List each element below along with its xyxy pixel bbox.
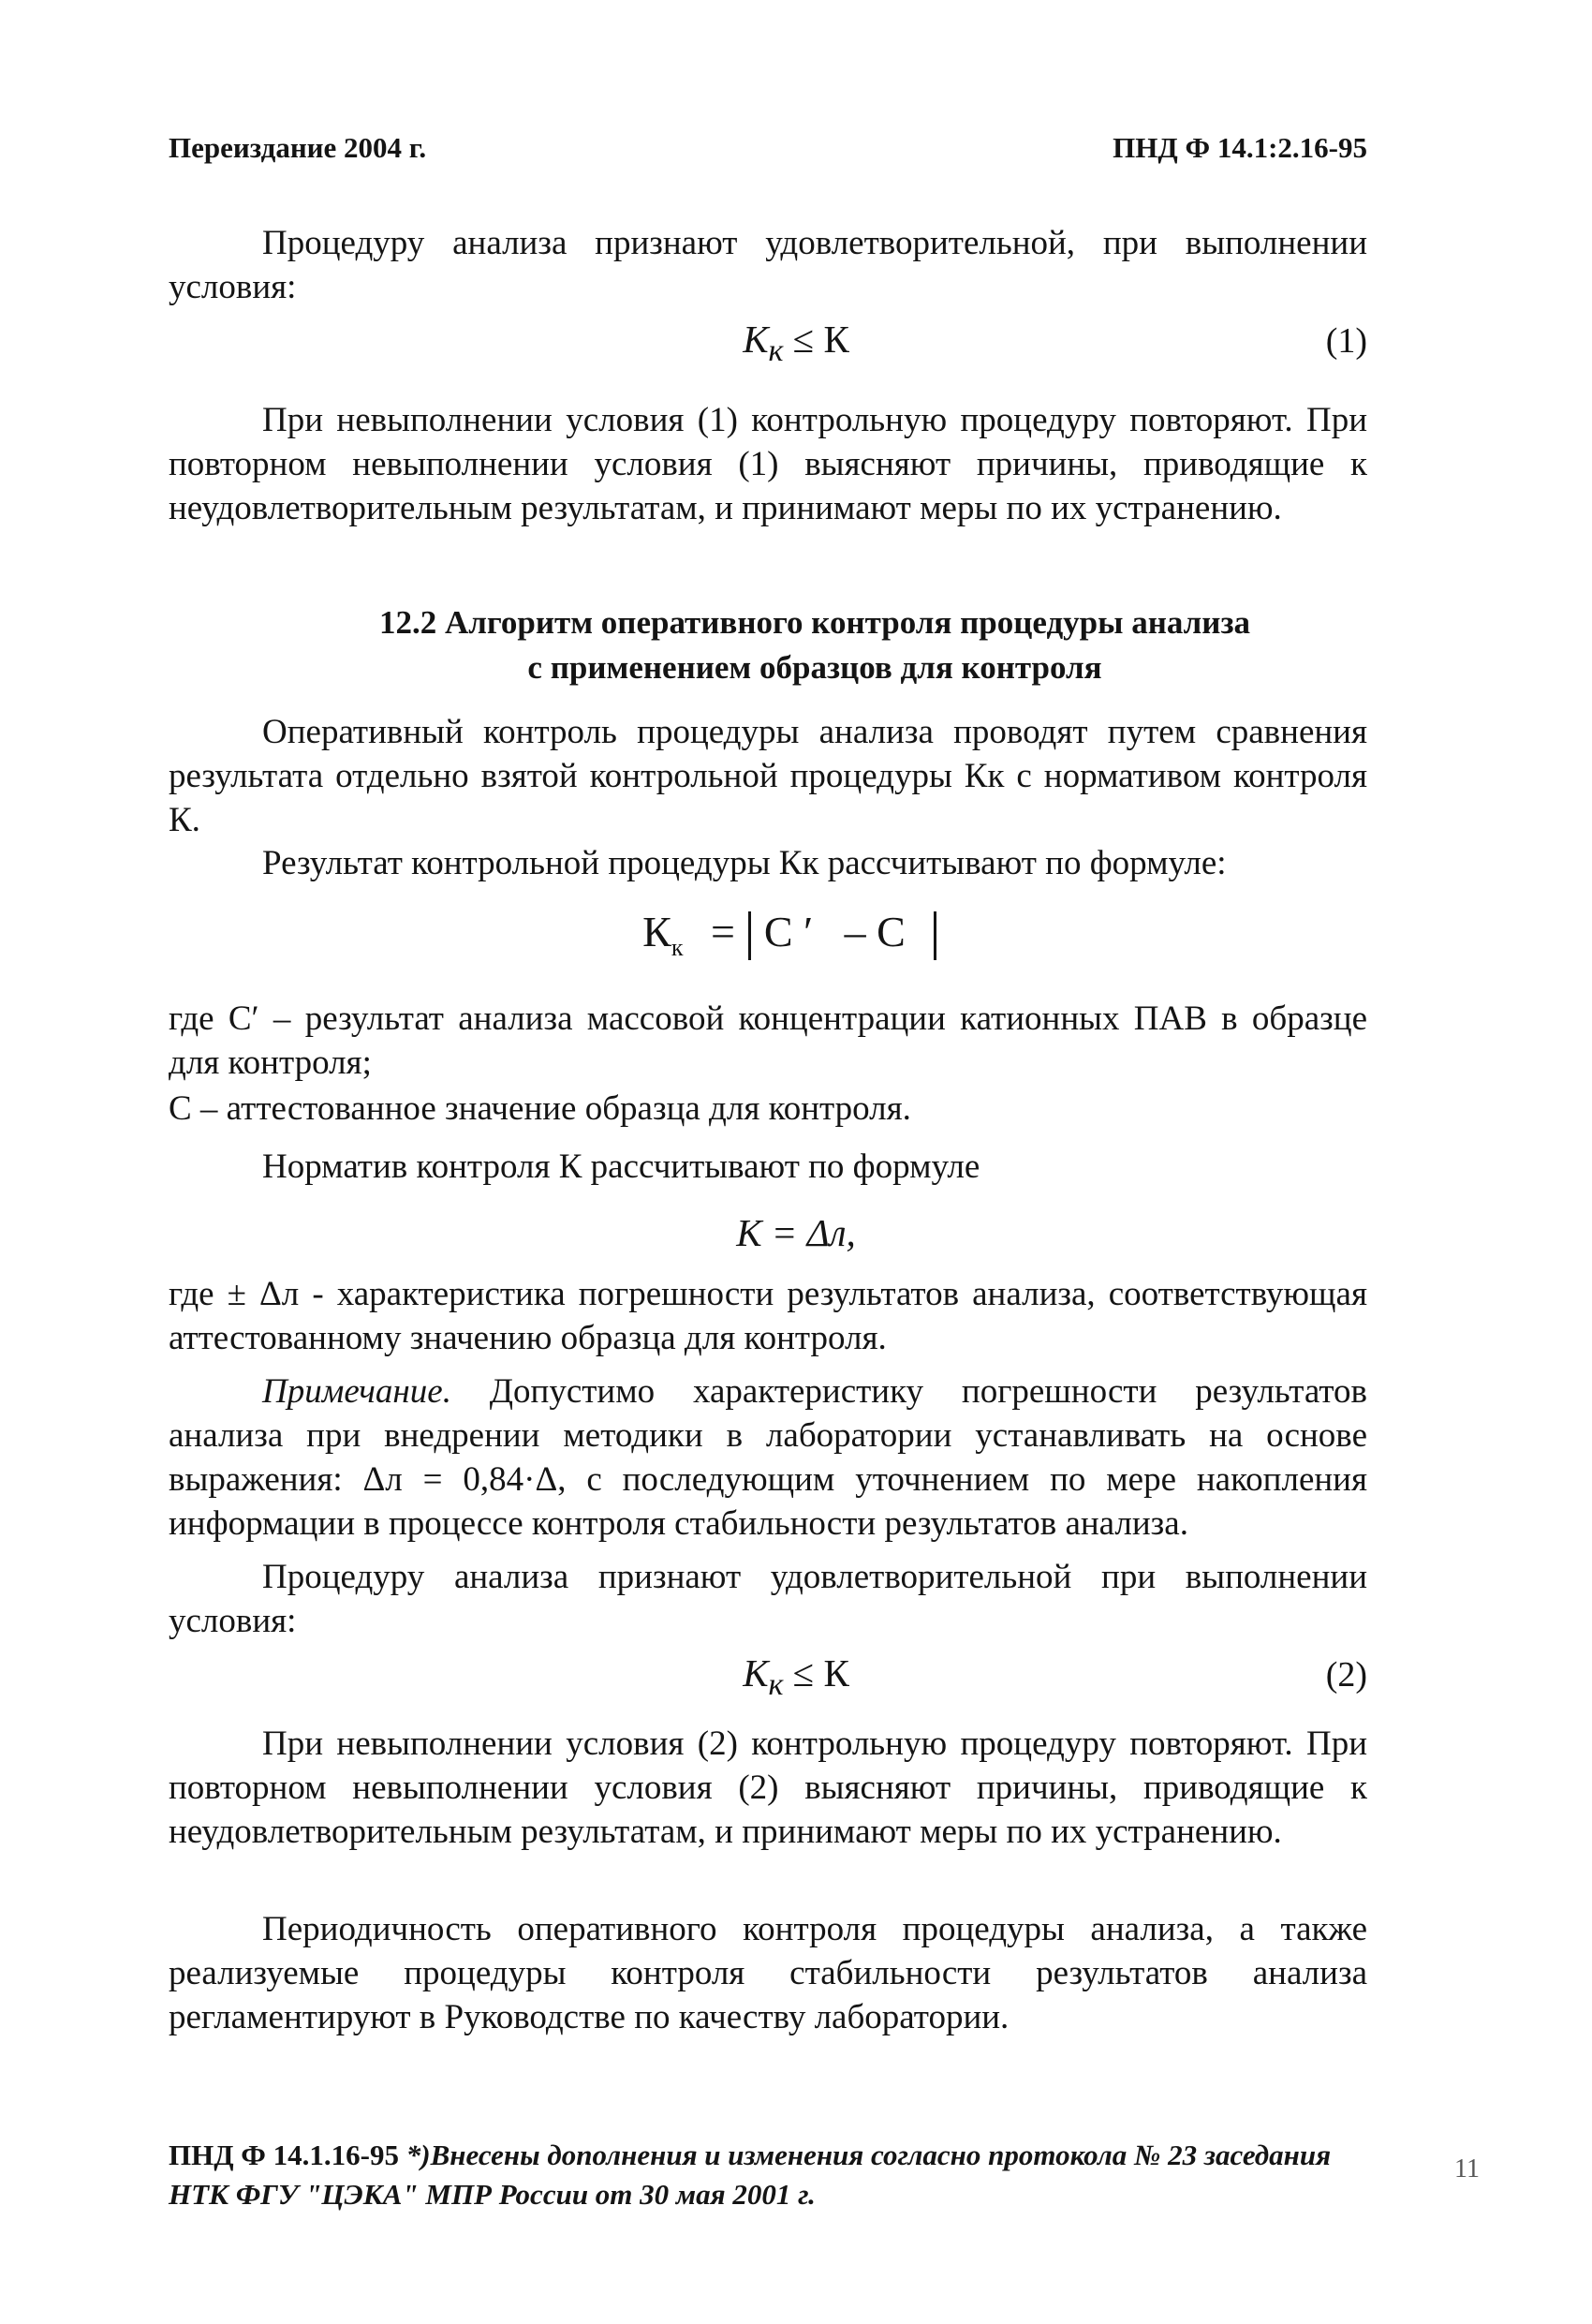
header-reissue: Переиздание 2004 г. (169, 131, 427, 164)
eq4-op: ≤ (792, 1651, 815, 1695)
paragraph-norm-formula: Норматив контроля К рассчитывают по формуле (262, 1147, 980, 1186)
section-title-line-2: с применением образцов для контроля (527, 649, 1102, 686)
note-label: Примечание. (262, 1372, 451, 1411)
paragraph-where-c-prime: где С′ – результат анализа массовой концентрации катионных ПАВ в образце для контроля; (169, 999, 1367, 1082)
eq2-lhs: К (642, 908, 671, 955)
paragraph-repeat-1: При невыполнении условия (1) контрольную процедуру повторяют. При повторном невыполнении условия (1) выясняют причины, приводящие к неудовлетворительным результатам, и принимают меры по их устранению. (169, 401, 1367, 527)
equation-number-2: (2) (1325, 1655, 1367, 1695)
paragraph-repeat-2: При невыполнении условия (2) контрольную процедуру повторяют. При повторном невыполнении условия (2) выясняют причины, приводящие к неудовлетворительным результатам, и принимают меры по их устранению. (169, 1724, 1367, 1851)
eq1-op: ≤ (792, 318, 815, 361)
paragraph-condition-1: Процедуру анализа признают удовлетворительной, при выполнении условия: (169, 224, 1367, 306)
paragraph-note (169, 1369, 1367, 1546)
eq1-rhs: К (823, 318, 849, 361)
eq4-lhs: К (743, 1651, 769, 1695)
abs-bar-left (748, 911, 751, 960)
eq2-a: С ′ (763, 908, 814, 955)
footer-amendment: *)Внесены дополнения и изменения согласно протокола № 23 заседания НТК ФГУ "ЦЭКА" МПР России от 30 мая 2001 г. (169, 2139, 1332, 2211)
paragraph-condition-2: Процедуру анализа признают удовлетворительной при выполнении условия: (169, 1558, 1367, 1640)
footer-code: ПНД Ф 14.1.16-95 (169, 2139, 406, 2171)
eq2-minus: – (844, 908, 866, 955)
eq2-op: = (710, 908, 735, 955)
eq4-rhs: К (823, 1651, 849, 1695)
note-text: Допустимо характеристику погрешности результатов анализа при внедрении методики в лаборатории устанавливать на основе выражения: Δл = 0,84·Δ, с последующим уточнением по мере накопления информации в процессе контроля стабильности результатов анализа. (169, 1372, 1367, 1543)
section-title-line-1: 12.2 Алгоритм оперативного контроля процедуры анализа (378, 604, 1251, 641)
header-doc-code: ПНД Ф 14.1:2.16-95 (1113, 131, 1367, 164)
page-number: 11 (1454, 2154, 1480, 2183)
eq2-sub: к (671, 934, 684, 962)
paragraph-where-delta: где ± Δл - характеристика погрешности результатов анализа, соответствующая аттестованному значению образца для контроля. (169, 1275, 1367, 1357)
eq2-b: С (877, 908, 906, 955)
equation-2 (0, 907, 1592, 962)
paragraph-c-definition: С – аттестованное значение образца для контроля. (169, 1089, 911, 1128)
paragraph-operative-control: Оперативный контроль процедуры анализа проводят путем сравнения результата отдельно взятой контрольной процедуры Кк с нормативом контроля К. (169, 713, 1367, 839)
paragraph-result-formula: Результат контрольной процедуры Кк рассчитывают по формуле: (262, 844, 1227, 882)
equation-3 (0, 1210, 1592, 1255)
eq1-lhs: К (743, 318, 769, 361)
eq4-sub: к (768, 1667, 784, 1703)
paragraph-periodicity: Периодичность оперативного контроля процедуры анализа, а также реализуемые процедуры контроля стабильности результатов анализа регламентируют в Руководстве по качеству лаборатории. (169, 1910, 1367, 2036)
footer-note (169, 2136, 1377, 2214)
eq1-sub: к (768, 333, 784, 369)
eq3-text: К = Δл, (736, 1211, 856, 1254)
equation-number-1: (1) (1325, 321, 1367, 361)
abs-bar-right (934, 911, 936, 960)
